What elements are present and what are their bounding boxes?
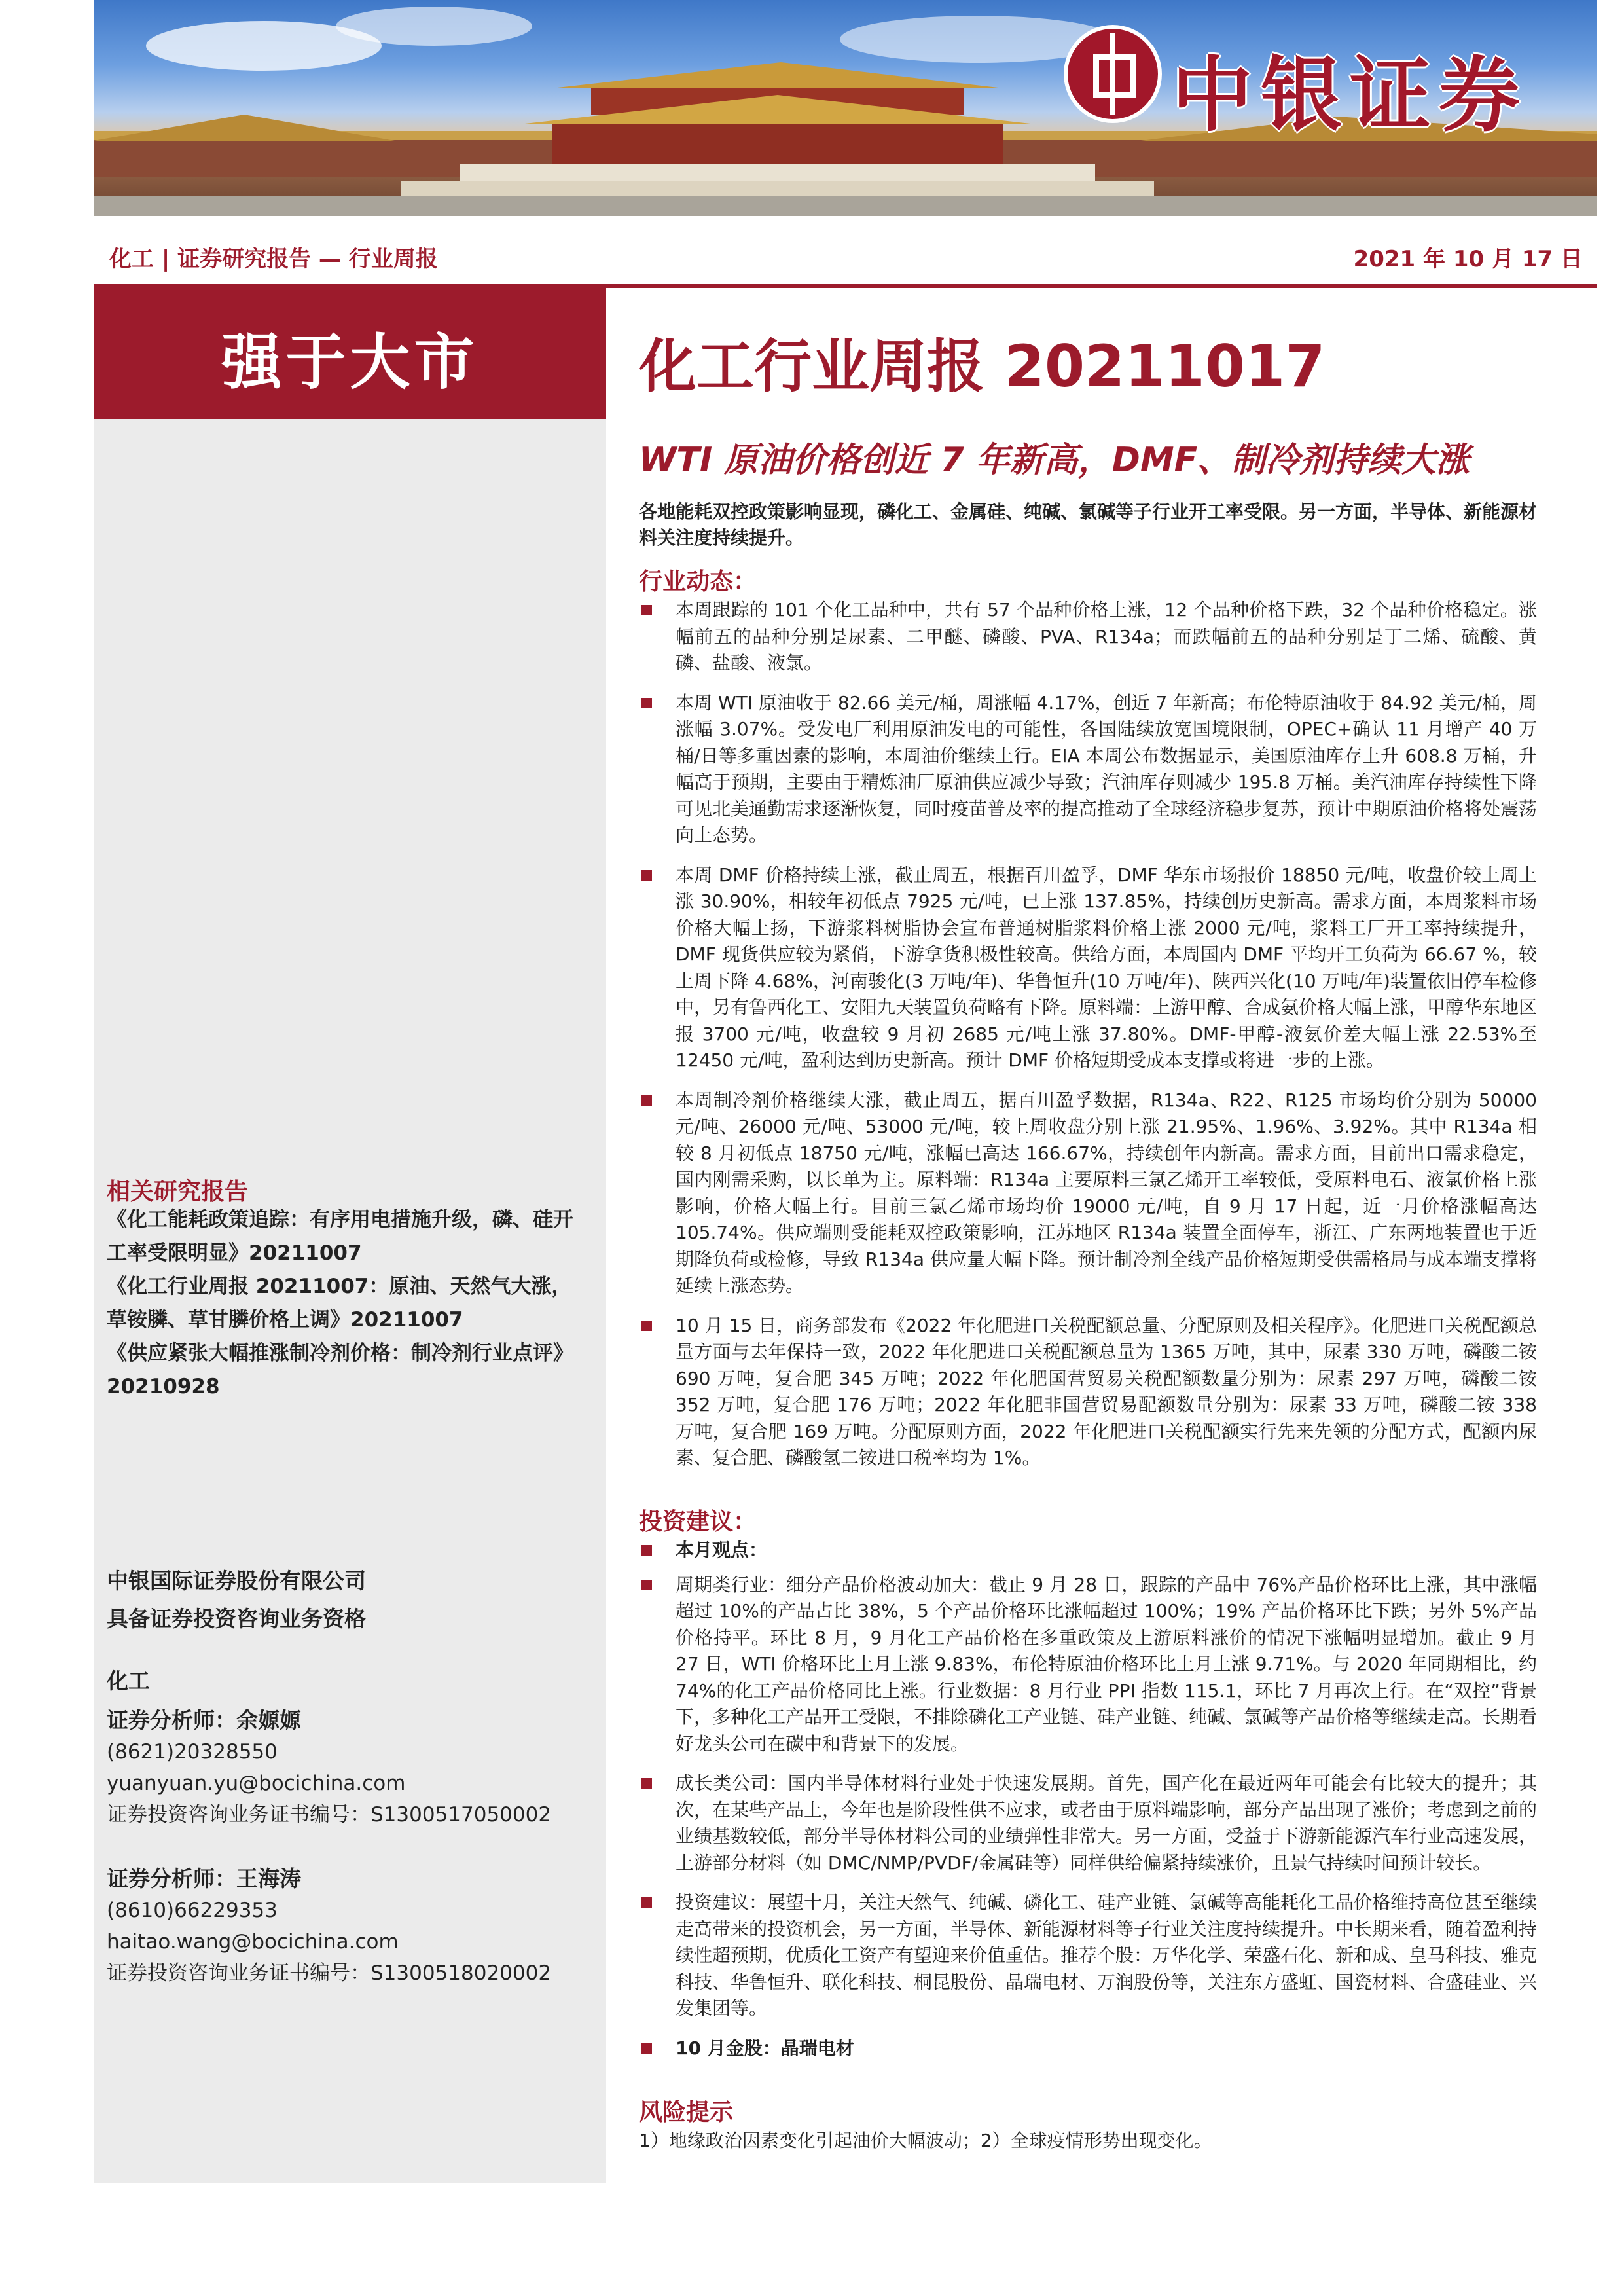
sector-label: 化工 [107,1668,150,1694]
bullet-item: 周期类行业：细分产品价格波动加大：截止 9 月 28 日，跟踪的产品中 76%产品价格环比上涨，其中涨幅超过 10%的产品占比 38%，5 个产品价格环比涨幅超过 100%；19% 产品价格环比下跌；另外 5%产品价格持平。环比 8 月，9 月化工产品价格在多重政策及上游原料涨价的情况下涨幅明显增加。截止 9 月 27 日，WTI 价格环比上月上涨 9.83%，布伦特原油价格环比上月上涨 9.71%。与 2020 年同期相比，约 74%的化工产品价格同比上涨。行业数据：8 月行业 PPI 指数 115.1，环比 7 月再次上行。在“双控”背景下，多种化工产品开工受限，不排除磷化工产业链、硅产业链、纯碱、氯碱等产品价格等继续走高。长期看好龙头公司在碳中和背景下的发展。 [639,1572,1537,1758]
report-title: 化工行业周报 20211017 [639,333,1326,400]
report-subtitle: WTI 原油价格创近 7 年新高，DMF、制冷剂持续大涨 [639,441,1470,480]
analyst-name: 证券分析师：王海涛 [107,1866,301,1891]
related-report[interactable]: 《化工能耗政策追踪：有序用电措施升级，磷、硅开工率受限明显》20211007 [107,1208,573,1265]
rating-label: 强于大市 [221,327,478,397]
bullet-item: 成长类公司：国内半导体材料行业处于快速发展期。首先，国产化在最近两年可能会有比较大的提升；其次，在某些产品上，今年也是阶段性供不应求，或者由于原料端影响，部分产品出现了涨价；考虑到之前的业绩基数较低，部分半导体材料公司的业绩弹性非常大。另一方面，受益于下游新能源汽车行业高速发展，上游部分材料（如 DMC/NMP/PVDF/金属硅等）同样供给偏紧持续涨价，且景气持续时间预计较长。 [639,1770,1537,1876]
bullet-item: 本周 DMF 价格持续上涨，截止周五，根据百川盈孚，DMF 华东市场报价 18850 元/吨，收盘价较上周上涨 30.90%，相较年初低点 7925 元/吨，已上涨 137.85%，持续创历史新高。需求方面，本周浆料市场价格大幅上扬，下游浆料树脂协会宣布普通树脂浆料价格上涨 2000 元/吨，浆料工厂开工率持续提升，DMF 现货供应较为紧俏，下游拿货积极性较高。供给方面，本周国内 DMF 平均开工负荷为 66.67 %，较上周下降 4.68%，河南骏化(3 万吨/年)、华鲁恒升(10 万吨/年)、陕西兴化(10 万吨/年)装置依旧停车检修中，另有鲁西化工、安阳九天装置负荷略有下降。原料端：上游甲醇、合成氨价格大幅上涨，甲醇华东地区报 3700 元/吨，收盘较 9 月初 2685 元/吨上涨 37.80%。DMF-甲醇-液氨价差大幅上涨 22.53%至 12450 元/吨，盈利达到历史新高。预计 DMF 价格短期受成本支撑或将进一步的上涨。 [639,862,1537,1074]
boc-logo-icon [1064,25,1162,123]
bullet-item: 本周制冷剂价格继续大涨，截止周五，据百川盈孚数据，R134a、R22、R125 市场均价分别为 50000 元/吨、26000 元/吨、53000 元/吨，较上周收盘分别上涨 21.95%、1.96%、3.92%。其中 R134a 相较 8 月初低点 18750 元/吨，涨幅已高达 166.67%，持续创年内新高。需求方面，目前出口需求稳定，国内刚需采购，以长单为主。原料端：R134a 主要原料三氯乙烯开工率较低，受原料电石、液氯价格上涨影响，价格大幅上行。目前三氯乙烯市场均价 19000 元/吨，自 9 月 17 日起，近一月价格涨幅高达 105.74%。供应端则受能耗双控政策影响，江苏地区 R134a 装置全面停车，浙江、广东两地装置也于近期降负荷或检修，导致 R134a 供应量大幅下降。预计制冷剂全线产品价格短期受供需格局与成本端支撑将延续上涨态势。 [639,1087,1537,1300]
analyst-cert: 证券投资咨询业务证书编号：S1300517050002 [107,1803,552,1827]
bullet-item: 本周 WTI 原油收于 82.66 美元/桶，周涨幅 4.17%，创近 7 年新高；布伦特原油收于 84.92 美元/桶，周涨幅 3.07%。受发电厂利用原油发电的可能性，各国陆续放宽国境限制，OPEC+确认 11 月增产 40 万桶/日等多重因素的影响，本周油价继续上行。EIA 本周公布数据显示，美国原油库存上升 608.8 万桶，升幅高于预期，主要由于精炼油厂原油供应减少导致；汽油库存则减少 195.8 万桶。美汽油库存持续性下降可见北美通勤需求逐渐恢复，同时疫苗普及率的提高推动了全球经济稳步复苏，预计中期原油价格将处震荡向上态势。 [639,690,1537,849]
invest-section-title: 投资建议： [639,1508,757,1535]
analyst-name: 证券分析师：余嫄嫄 [107,1707,301,1733]
bullet-item: 本周跟踪的 101 个化工品种中，共有 57 个品种价格上涨，12 个品种价格下跌，32 个品种价格稳定。涨幅前五的品种分别是尿素、二甲醚、磷酸、PVA、R134a；而跌幅前五的品种分别是丁二烯、硫酸、黄磷、盐酸、液氯。 [639,597,1537,677]
related-report[interactable]: 《供应紧张大幅推涨制冷剂价格：制冷剂行业点评》20210928 [107,1341,573,1398]
report-abstract: 各地能耗双控政策影响显现，磷化工、金属硅、纯碱、氯碱等子行业开工率受限。另一方面，半导体、新能源材料关注度持续提升。 [639,501,1538,549]
breadcrumb: 化工 | 证券研究报告 — 行业周报 [109,246,438,272]
analyst-email[interactable]: yuanyuan.yu@bocichina.com [107,1772,406,1795]
org-name: 中银国际证券股份有限公司 [107,1568,366,1594]
industry-bullets [639,597,1537,1485]
analyst-cert: 证券投资咨询业务证书编号：S1300518020002 [107,1961,552,1985]
risk-text: 1）地缘政治因素变化引起油价大幅波动；2）全球疫情形势出现变化。 [639,2130,1212,2151]
analyst-phone: (8610)66229353 [107,1899,278,1922]
analyst-email[interactable]: haitao.wang@bocichina.com [107,1930,399,1954]
analyst-card [107,1863,551,1989]
risk-section-title: 风险提示 [639,2099,734,2126]
org-qualification: 具备证券投资咨询业务资格 [107,1606,366,1631]
analyst-card [107,1705,551,1831]
related-report[interactable]: 《化工行业周报 20211007：原油、天然气大涨，草铵膦、草甘膦价格上调》20211007 [107,1275,572,1332]
invest-bullets [639,1537,1537,2075]
analyst-phone: (8621)20328550 [107,1740,278,1764]
industry-section-title: 行业动态： [639,568,757,595]
logo-text: 中银证券 [1172,48,1528,143]
related-reports-title: 相关研究报告 [107,1178,249,1205]
bullet-item: 10 月 15 日，商务部发布《2022 年化肥进口关税配额总量、分配原则及相关程序》。化肥进口关税配额总量方面与去年保持一致，2022 年化肥进口关税配额总量为 1365 万吨，其中，尿素 330 万吨，磷酸二铵 690 万吨，复合肥 345 万吨；2022 年化肥国营贸易关税配额数量分别为：尿素 297 万吨，磷酸二铵 352 万吨，复合肥 176 万吨；2022 年化肥非国营贸易配额数量分别为：尿素 33 万吨，磷酸二铵 338 万吨，复合肥 169 万吨。分配原则方面，2022 年化肥进口关税配额实行先来先领的分配方式，配额内尿素、复合肥、磷酸氢二铵进口税率均为 1%。 [639,1313,1537,1472]
bullet-item: 本月观点： [639,1537,1537,1564]
related-reports-list [107,1203,591,1404]
report-meta-bar [94,216,1597,288]
organization [107,1562,366,1638]
report-date: 2021 年 10 月 17 日 [1353,246,1583,272]
bullet-item: 10 月金股：晶瑞电材 [639,2035,1537,2062]
sidebar [94,288,606,2183]
bullet-item: 投资建议：展望十月，关注天然气、纯碱、磷化工、硅产业链、氯碱等高能耗化工品价格维持高位甚至继续走高带来的投资机会，另一方面，半导体、新能源材料等子行业关注度持续提升。中长期来看，随着盈利持续性超预期，优质化工资产有望迎来价值重估。推荐个股：万华化学、荣盛石化、新和成、皇马科技、雅克科技、华鲁恒升、联化科技、桐昆股份、晶瑞电材、万润股份等，关注东方盛虹、国瓷材料、合盛硅业、兴发集团等。 [639,1889,1537,2022]
company-logo [1064,25,1587,143]
rating-box [94,288,606,419]
